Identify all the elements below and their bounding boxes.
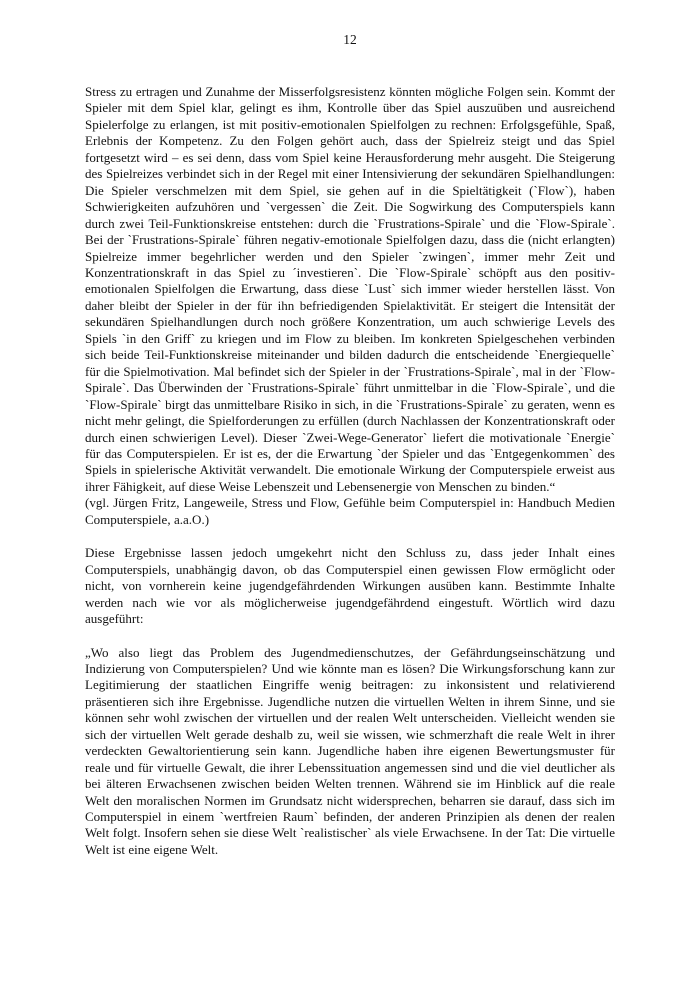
paragraph-flow-analysis: Stress zu ertragen und Zunahme der Misserfolgsresistenz könnten mögliche Folgen sein. Kommt der Spieler mit dem Spiel klar, gelingt es ihm, Kontrolle über das Spiel auszuüben und ausreichend Spielerfolge zu erlangen, ist mit positiv-emotionalen Spielfolgen zu rechnen: Erfolgsgefühle, Spaß, Erlebnis der Kompetenz. Zu den Folgen gehört auch, dass der Spielreiz steigt und das Spiel fortgesetzt wird – es sei denn, dass vom Spiel keine Herausforderung mehr ausgeht. Die Steigerung des Spielreizes verbindet sich in der Regel mit einer Intensivierung der sekundären Spielhandlungen: Die Spieler verschmelzen mit dem Spiel, sie gehen auf in die Spieltätigkeit (`Flow`), haben Schwierigkeiten aufzuhören und `vergessen` die Zeit. Die Sogwirkung des Computerspiels kann durch zwei Teil-Funktionskreise entstehen: durch die `Frustrations-Spirale` und die `Flow-Spirale`. Bei der `Frustrations-Spirale` führen negativ-emotionale Spielfolgen dazu, dass die (nicht erlangten) Spielreize immer begehrlicher werden und den Spieler `zwingen`, immer mehr Zeit und Konzentrationskraft in das Spiel zu ´investieren`. Die `Flow-Spirale` schöpft aus den positiv-emotionalen Spielfolgen die Erwartung, dass diese `Lust` sich immer wieder herstellen lässt. Von daher bleibt der Spieler in der für ihn befriedigenden Spielaktivität. Er steigert die Intensität der sekundären Spielhandlungen durch noch größere Konzentration, um auch schwierige Levels des Spiels `in den Griff` zu kriegen und im Flow zu bleiben. Im konkreten Spielgeschehen verbinden sich beide Teil-Funktionskreise miteinander und bilden dadurch die entscheidende `Energiequelle` für die Spielmotivation. Mal befindet sich der Spieler in der `Frustrations-Spirale`, mal in der `Flow-Spirale`. Das Überwinden der `Frustrations-Spirale` führt unmittelbar in die `Flow-Spirale`, und die `Flow-Spirale` birgt das unmittelbare Risiko in sich, in die `Frustrations-Spirale` zu geraten, wenn es nicht mehr gelingt, die Spielforderungen zu erfüllen (durch Nachlassen der Konzentrationskraft oder durch einen schwierigen Level). Dieser `Zwei-Wege-Generator` liefert die motivationale `Energie` für das Computerspielen. Er ist es, der die Erwartung `der Spieler und das `Entgegenkommen` des Spiels in spielerische Aktivität verwandelt. Die emotionale Wirkung der Computerspiele erweist aus ihrer Fähigkeit, auf diese Weise Lebenszeit und Lebensenergie von Menschen zu binden.“ xyxy=(85,84,615,494)
paragraph-conclusion: Diese Ergebnisse lassen jedoch umgekehrt nicht den Schluss zu, dass jeder Inhalt eines Computerspiels, unabhängig davon, ob das Computerspiel einen gewissen Flow ermöglicht oder nicht, von vornherein keine jugendgefährdenden Wirkungen ausüben kann. Bestimmte Inhalte werden nach wie vor als möglicherweise jugendgefährdend eingestuft. Wörtlich wird dazu ausgeführt: xyxy=(85,545,615,627)
paragraph-quotation: „Wo also liegt das Problem des Jugendmedienschutzes, der Gefährdungseinschätzung und Indizierung von Computerspielen? Und wie könnte man es lösen? Die Wirkungsforschung kann zur Legitimierung der staatlichen Eingriffe wenig beitragen: zu inkonsistent und relativierend präsentieren sich ihre Ergebnisse. Jugendliche nutzen die virtuellen Welten in ihrem Sinne, und sie können sehr wohl zwischen der virtuellen und der realen Welt unterscheiden. Vielleicht wenden sie sich der virtuellen Welt gerade deshalb zu, weil sie wissen, wie schmerzhaft die reale Welt in ihrer verdeckten Gewaltorientierung sein kann. Jugendliche haben ihre eigenen Bewertungsmuster für reale und für virtuelle Gewalt, die ihrer Lebenssituation angemessen sind und die viel deutlicher als bei älteren Erwachsenen zwischen beiden Welten trennen. Während sie im Hinblick auf die reale Welt den moralischen Normen im Grundsatz nicht widersprechen, beharren sie darauf, dass sich im Computerspiel in einem `wertfreien Raum` befinden, der anderen Prinzipien als denen der realen Welt folgt. Insofern sehen sie diese Welt `realistischer` als viele Erwachsene. In der Tat: Die virtuelle Welt ist eine eigene Welt. xyxy=(85,644,615,857)
citation-line: (vgl. Jürgen Fritz, Langeweile, Stress und Flow, Gefühle beim Computerspiel in: Handbuch Medien Computerspiele, a.a.O.) xyxy=(85,495,615,527)
page-number: 12 xyxy=(343,32,357,47)
